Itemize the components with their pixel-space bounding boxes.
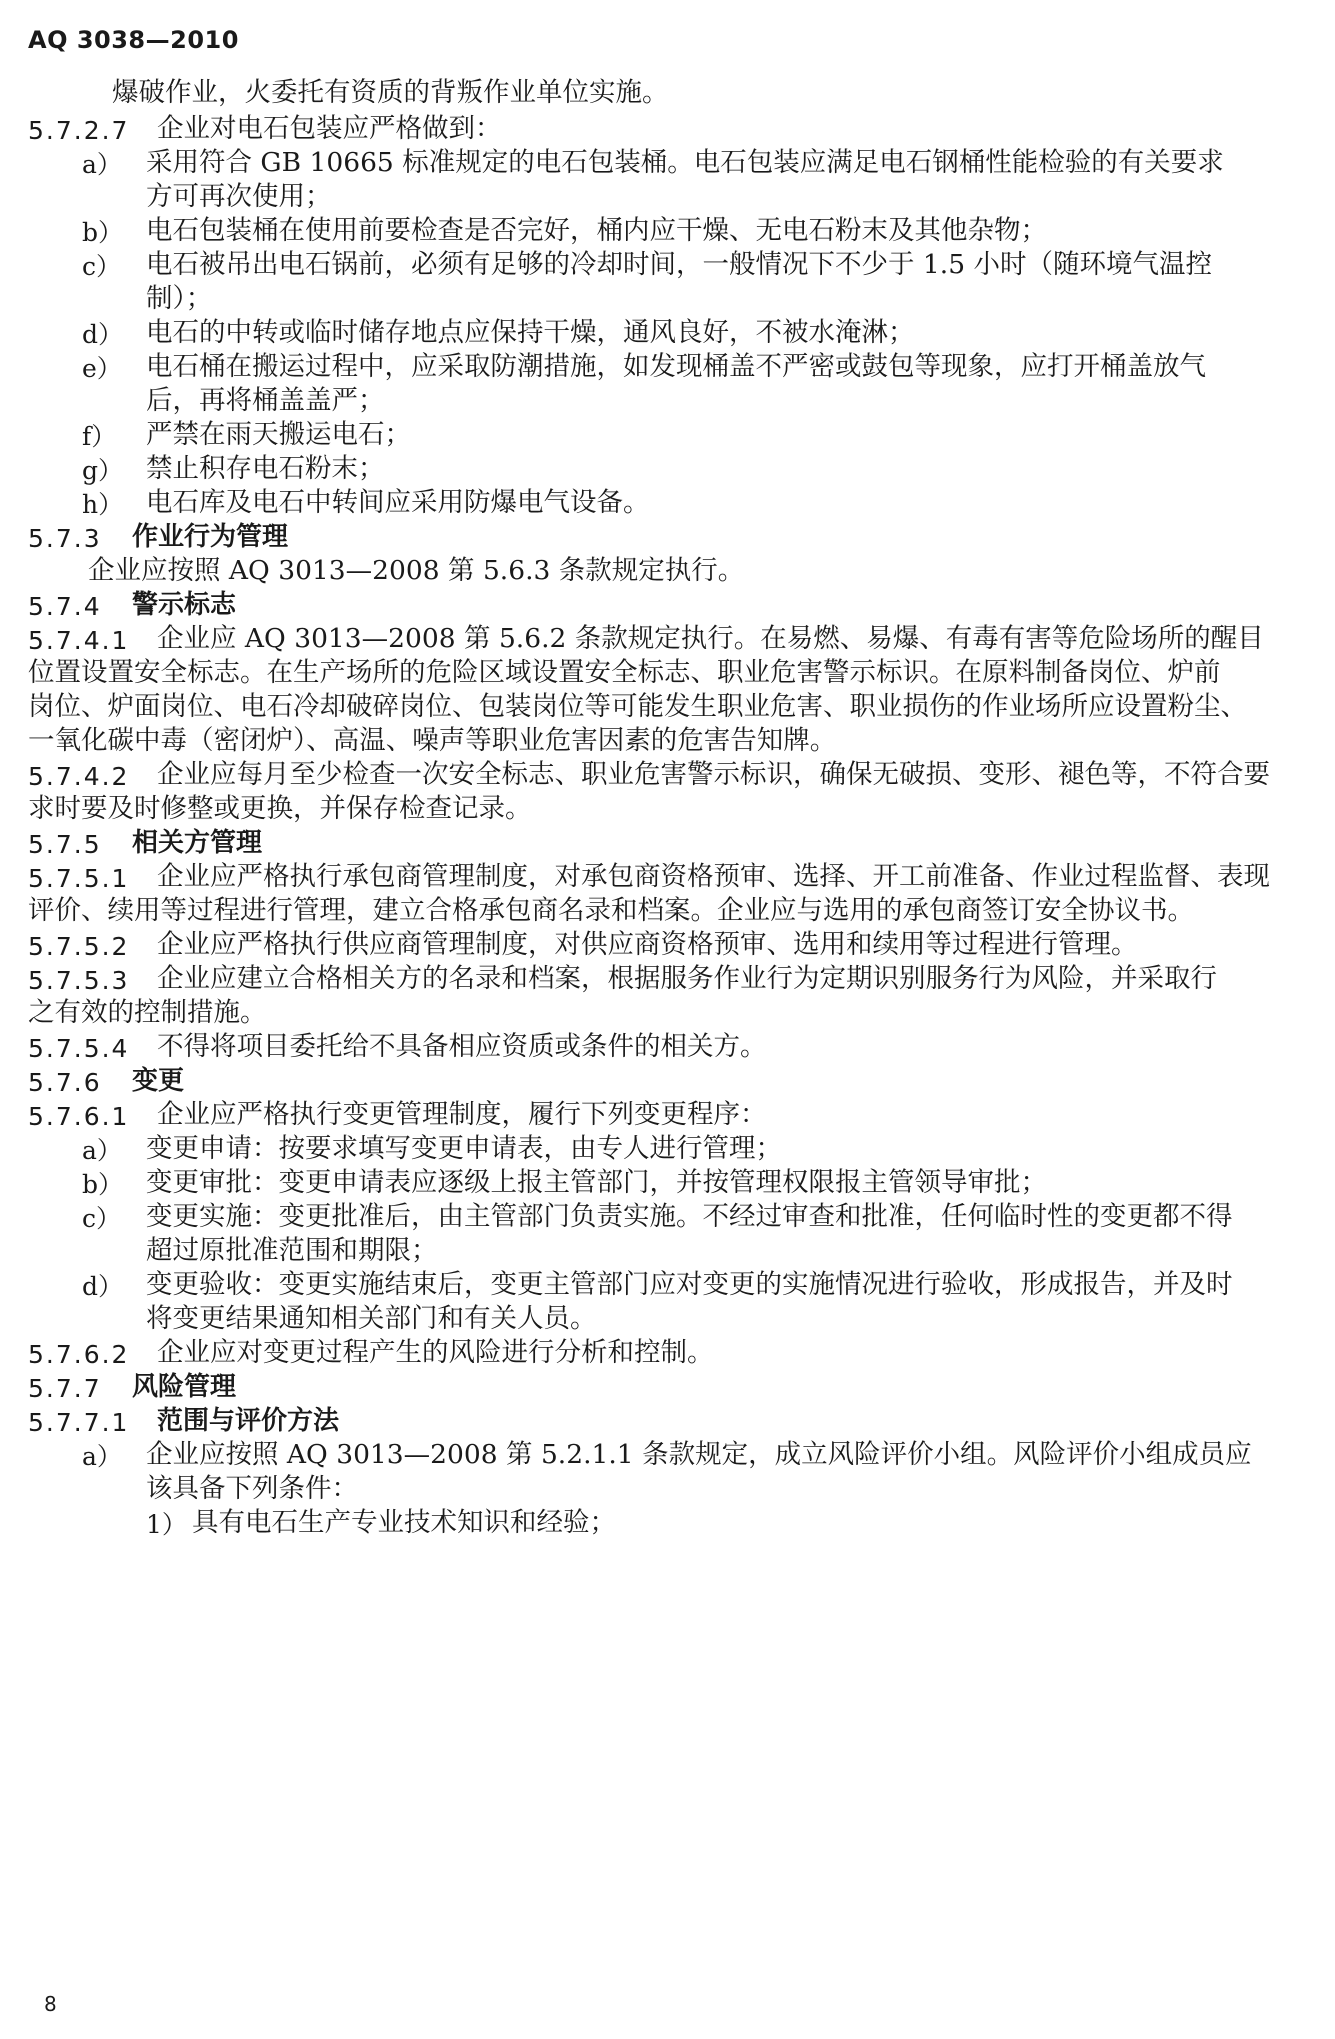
list-marker: e） (82, 354, 122, 383)
page-number: 8 (44, 1992, 57, 2016)
sublist-marker: 1） (146, 1510, 187, 1539)
list-marker: b） (82, 1170, 124, 1199)
paragraph-text: 企业应对变更过程产生的风险进行分析和控制。 (157, 1337, 714, 1368)
paragraph-text: 评价、续用等过程进行管理，建立合格承包商名录和档案。企业应与选用的承包商签订安全协议书。 (28, 895, 1194, 926)
section-number: 5.7.7 (28, 1374, 102, 1403)
list-marker: a） (82, 1442, 122, 1471)
clause-number: 5.7.5.3 (28, 966, 130, 995)
list-item-text: 严禁在雨天搬运电石； (146, 419, 411, 450)
list-item-text: 变更实施：变更批准后，由主管部门负责实施。不经过审查和批准，任何临时性的变更都不得 (146, 1201, 1233, 1232)
clause-number: 5.7.5.2 (28, 932, 130, 961)
list-item-text: 采用符合 GB 10665 标准规定的电石包装桶。电石包装应满足电石钢桶性能检验的有关要求 (146, 147, 1224, 178)
list-marker: d） (82, 1272, 124, 1301)
clause-number: 5.7.4.2 (28, 762, 130, 791)
paragraph-text: 企业应建立合格相关方的名录和档案，根据服务作业行为定期识别服务行为风险，并采取行 (157, 963, 1217, 994)
list-marker: h） (82, 490, 124, 519)
list-marker: c） (82, 252, 122, 281)
clause-number: 5.7.2.7 (28, 116, 130, 145)
list-item-text: 电石桶在搬运过程中，应采取防潮措施，如发现桶盖不严密或鼓包等现象，应打开桶盖放气 (146, 351, 1206, 382)
paragraph-text: 企业应 AQ 3013—2008 第 5.6.2 条款规定执行。在易燃、易爆、有毒有害等危险场所的醒目 (157, 623, 1264, 654)
section-heading: 变更 (132, 1066, 185, 1096)
list-item-text: 变更审批：变更申请表应逐级上报主管部门，并按管理权限报主管领导审批； (146, 1167, 1047, 1198)
list-marker: a） (82, 150, 122, 179)
subsection-heading: 范围与评价方法 (157, 1406, 340, 1436)
list-item-text: 电石库及电石中转间应采用防爆电气设备。 (146, 487, 650, 518)
clause-number: 5.7.4.1 (28, 626, 130, 655)
list-item-text: 超过原批准范围和期限； (146, 1235, 438, 1266)
clause-number: 5.7.5.4 (28, 1034, 130, 1063)
list-marker: f） (82, 422, 117, 451)
list-marker: c） (82, 1204, 122, 1233)
paragraph-text: 不得将项目委托给不具备相应资质或条件的相关方。 (157, 1031, 767, 1062)
clause-number: 5.7.5.1 (28, 864, 130, 893)
section-number: 5.7.5 (28, 830, 102, 859)
section-heading: 警示标志 (132, 590, 237, 620)
paragraph-text: 之有效的控制措施。 (28, 997, 267, 1028)
list-item-text: 变更验收：变更实施结束后，变更主管部门应对变更的实施情况进行验收，形成报告，并及时 (146, 1269, 1233, 1300)
intro-line: 爆破作业，火委托有资质的背叛作业单位实施。 (112, 77, 669, 108)
list-marker: g） (82, 456, 124, 485)
list-item-text: 企业应按照 AQ 3013—2008 第 5.2.1.1 条款规定，成立风险评价小组。风险评价小组成员应 (146, 1439, 1252, 1470)
list-item-text: 禁止积存电石粉末； (146, 453, 385, 484)
standard-code-header: AQ 3038—2010 (28, 26, 239, 54)
section-number: 5.7.4 (28, 592, 102, 621)
list-item-text: 制）； (146, 283, 213, 314)
section-number: 5.7.6 (28, 1068, 102, 1097)
section-heading: 相关方管理 (132, 828, 263, 858)
list-marker: b） (82, 218, 124, 247)
clause-number: 5.7.6.2 (28, 1340, 130, 1369)
paragraph-text: 一氧化碳中毒（密闭炉）、高温、噪声等职业危害因素的危害告知牌。 (28, 725, 837, 756)
clause-text: 企业对电石包装应严格做到： (157, 113, 502, 144)
list-item-text: 电石包装桶在使用前要检查是否完好，桶内应干燥、无电石粉末及其他杂物； (146, 215, 1047, 246)
list-item-text: 将变更结果通知相关部门和有关人员。 (146, 1303, 597, 1334)
paragraph-text: 岗位、炉面岗位、电石冷却破碎岗位、包装岗位等可能发生职业危害、职业损伤的作业场所应设置粉尘、 (28, 691, 1247, 722)
list-item-text: 电石的中转或临时储存地点应保持干燥，通风良好，不被水淹淋； (146, 317, 915, 348)
section-heading: 作业行为管理 (132, 522, 289, 552)
paragraph-text: 企业应按照 AQ 3013—2008 第 5.6.3 条款规定执行。 (88, 555, 745, 586)
sublist-item-text: 具有电石生产专业技术知识和经验； (192, 1507, 616, 1538)
list-marker: d） (82, 320, 124, 349)
list-item-text: 该具备下列条件： (146, 1473, 358, 1504)
section-number: 5.7.3 (28, 524, 102, 553)
paragraph-text: 企业应严格执行变更管理制度，履行下列变更程序： (157, 1099, 767, 1130)
clause-number: 5.7.6.1 (28, 1102, 130, 1131)
paragraph-text: 企业应严格执行承包商管理制度，对承包商资格预审、选择、开工前准备、作业过程监督、表现 (157, 861, 1270, 892)
list-marker: a） (82, 1136, 122, 1165)
list-item-text: 电石被吊出电石锅前，必须有足够的冷却时间，一般情况下不少于 1.5 小时（随环境气温控 (146, 249, 1212, 280)
paragraph-text: 位置设置安全标志。在生产场所的危险区域设置安全标志、职业危害警示标识。在原料制备岗位、炉前 (28, 657, 1221, 688)
paragraph-text: 企业应每月至少检查一次安全标志、职业危害警示标识，确保无破损、变形、褪色等，不符合要 (157, 759, 1270, 790)
subsection-number: 5.7.7.1 (28, 1408, 130, 1437)
section-heading: 风险管理 (132, 1372, 237, 1402)
paragraph-text: 求时要及时修整或更换，并保存检查记录。 (28, 793, 532, 824)
list-item-text: 变更申请：按要求填写变更申请表，由专人进行管理； (146, 1133, 782, 1164)
paragraph-text: 企业应严格执行供应商管理制度，对供应商资格预审、选用和续用等过程进行管理。 (157, 929, 1138, 960)
list-item-text: 方可再次使用； (146, 181, 332, 212)
list-item-text: 后，再将桶盖盖严； (146, 385, 385, 416)
